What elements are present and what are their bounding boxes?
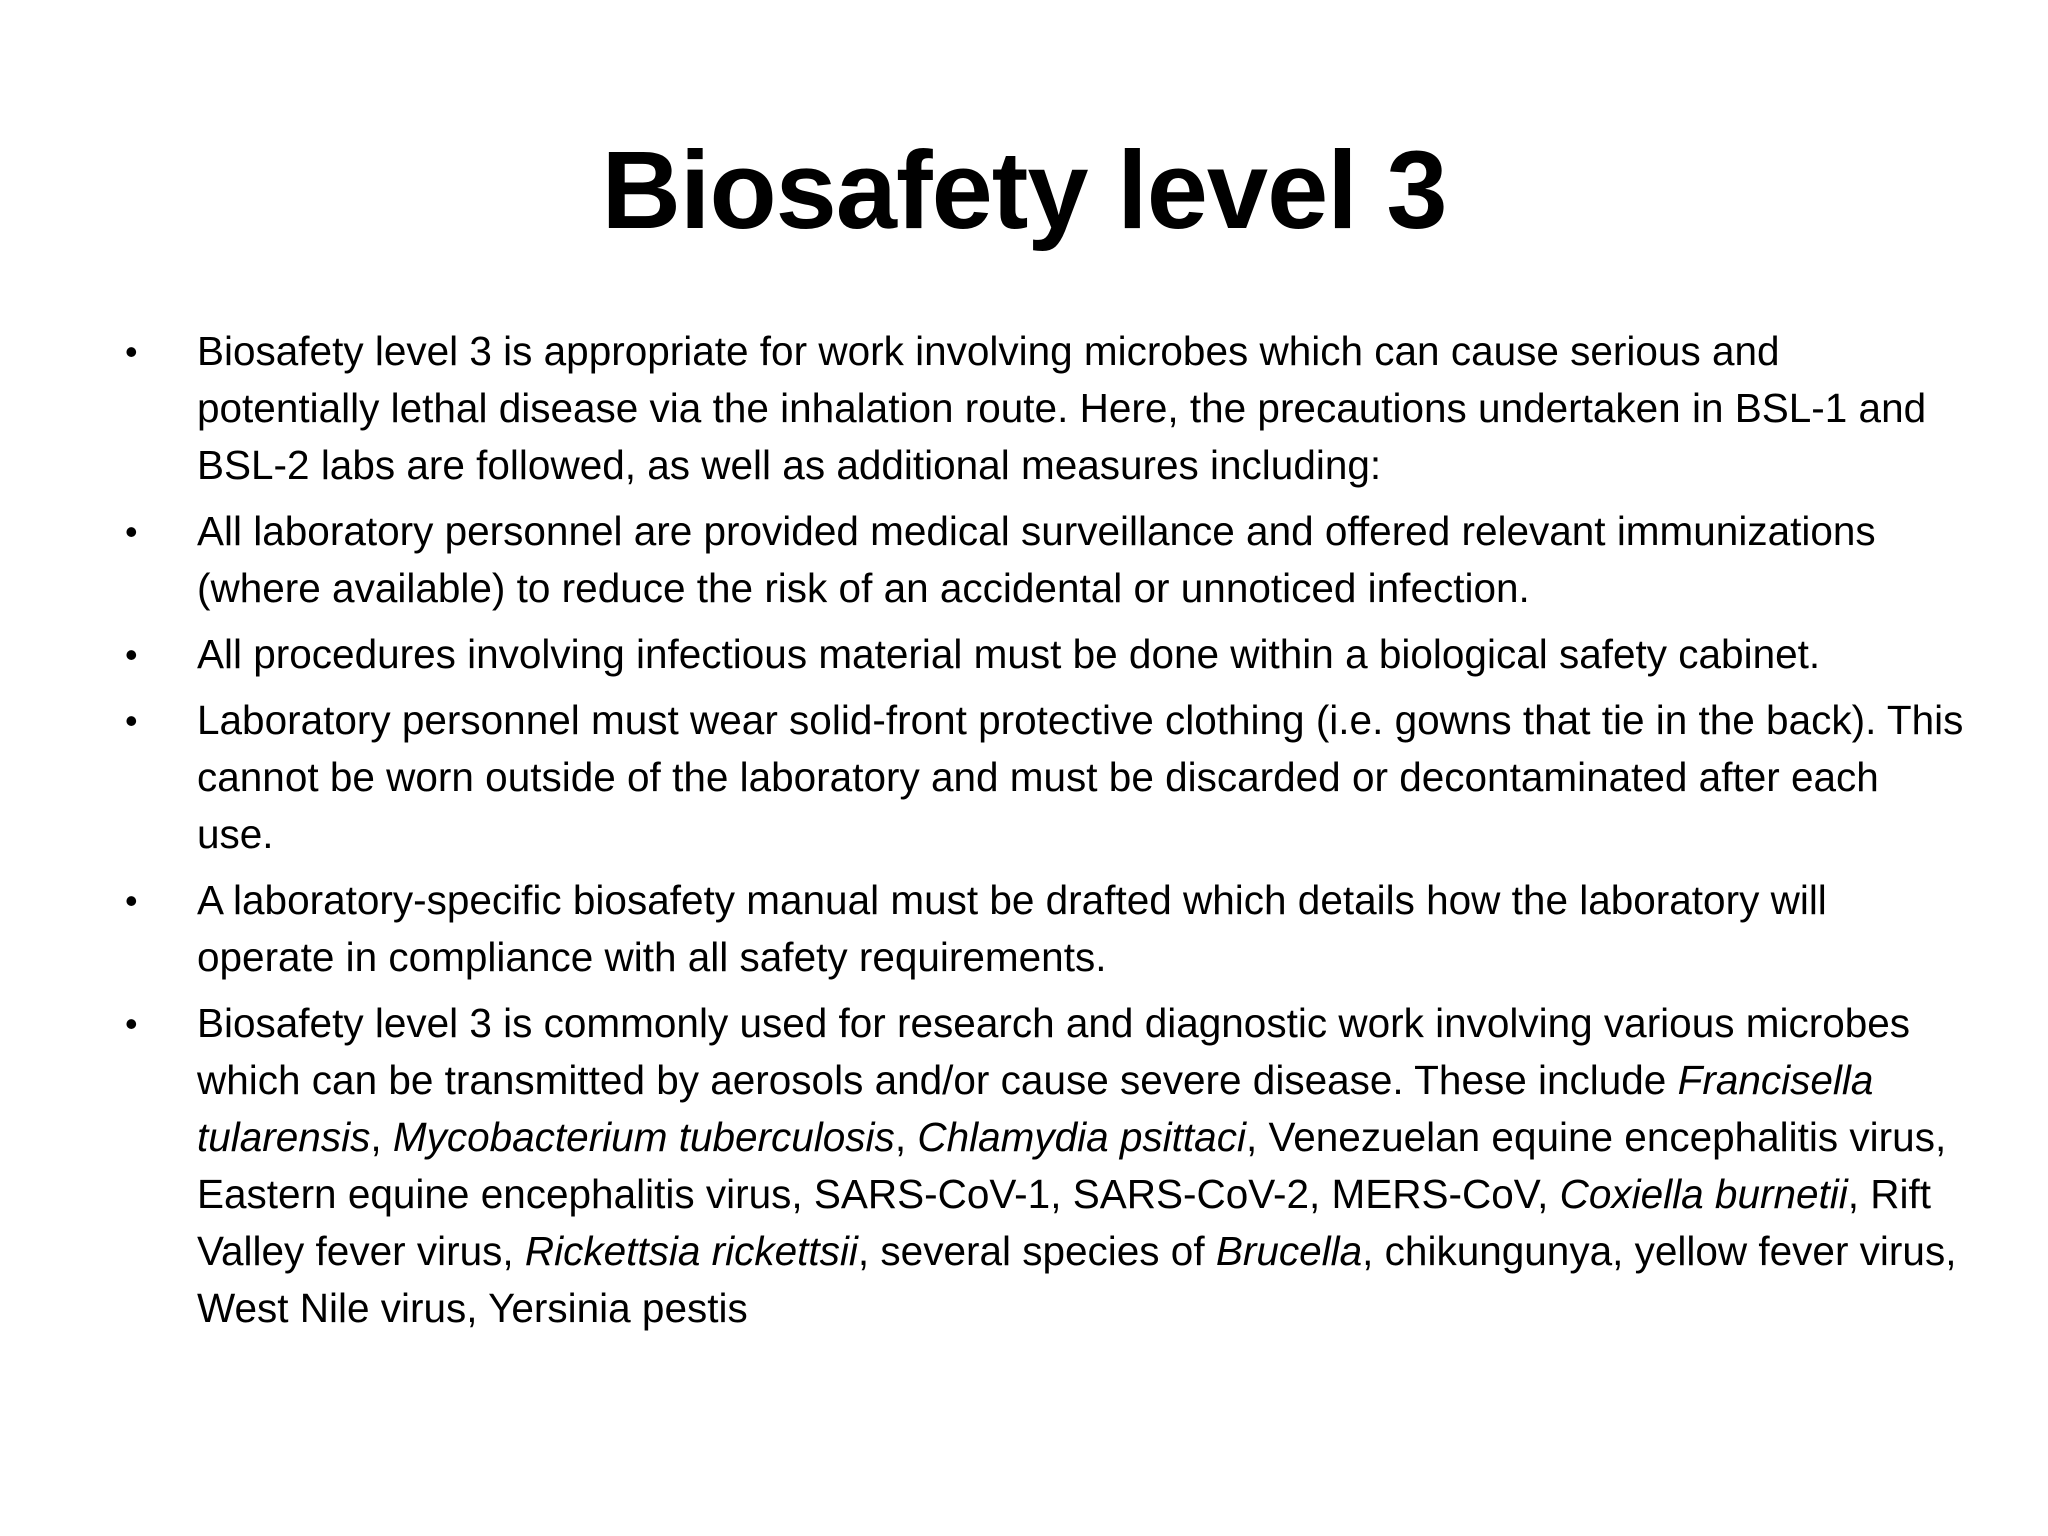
bullet-item (115, 995, 1965, 1337)
text-segment: , (370, 1114, 393, 1160)
bullet-item (115, 692, 1965, 863)
bullet-point-icon: • (125, 1003, 138, 1044)
bullet-point-icon: • (125, 880, 138, 921)
text-segment: Biosafety level 3 is commonly used for research and diagnostic work involving various microbes which can be transmitted by aerosols and/or cause severe disease. These include (197, 1000, 1911, 1103)
bullet-text: A laboratory-specific biosafety manual must be drafted which details how the laboratory will operate in compliance with all safety requirements. (197, 877, 1827, 980)
text-segment: , Venezuelan equine encephalitis virus, Eastern equine encephalitis virus, SARS-CoV-1, SARS-CoV-2, MERS-CoV, (197, 1114, 1947, 1217)
species-name: Francisella tularensis (197, 1057, 1874, 1160)
text-segment: , several species of (857, 1228, 1216, 1274)
text-segment: , (894, 1114, 918, 1160)
species-name: Mycobacterium tuberculosis (392, 1114, 895, 1160)
slide-title: Biosafety level 3 (601, 129, 1447, 252)
bullet-point-icon: • (125, 700, 138, 741)
bullet-text (197, 1000, 1956, 1331)
bullet-item (115, 626, 1965, 683)
bullet-text: All laboratory personnel are provided medical surveillance and offered relevant immunizations (where available) to reduce the risk of an accidental or unnoticed infection. (197, 508, 1876, 611)
bullet-item (115, 503, 1965, 617)
species-name: Coxiella burnetii (1559, 1171, 1848, 1217)
species-name: Brucella (1215, 1228, 1363, 1274)
bullet-point-icon: • (125, 331, 138, 372)
text-segment: , Rift Valley fever virus, (197, 1171, 1932, 1274)
bullet-list (115, 323, 1965, 1346)
species-name: Rickettsia rickettsii (524, 1228, 858, 1274)
bullet-text: All procedures involving infectious material must be done within a biological safety cabinet. (197, 631, 1821, 677)
bullet-text: Laboratory personnel must wear solid-front protective clothing (i.e. gowns that tie in the back). This cannot be worn outside of the laboratory and must be discarded or decontaminated after each use. (197, 697, 1964, 857)
bullet-item (115, 323, 1965, 494)
species-name: Chlamydia psittaci (917, 1114, 1246, 1160)
bullet-point-icon: • (125, 634, 138, 675)
bullet-item (115, 872, 1965, 986)
bullet-text: Biosafety level 3 is appropriate for work involving microbes which can cause serious and potentially lethal disease via the inhalation route. Here, the precautions undertaken in BSL-1 and BSL-2 labs are followed, as well as additional measures including: (197, 328, 1927, 488)
bullet-point-icon: • (125, 511, 138, 552)
text-segment: , chikungunya, yellow fever virus, West Nile virus, Yersinia pestis (197, 1228, 1957, 1331)
